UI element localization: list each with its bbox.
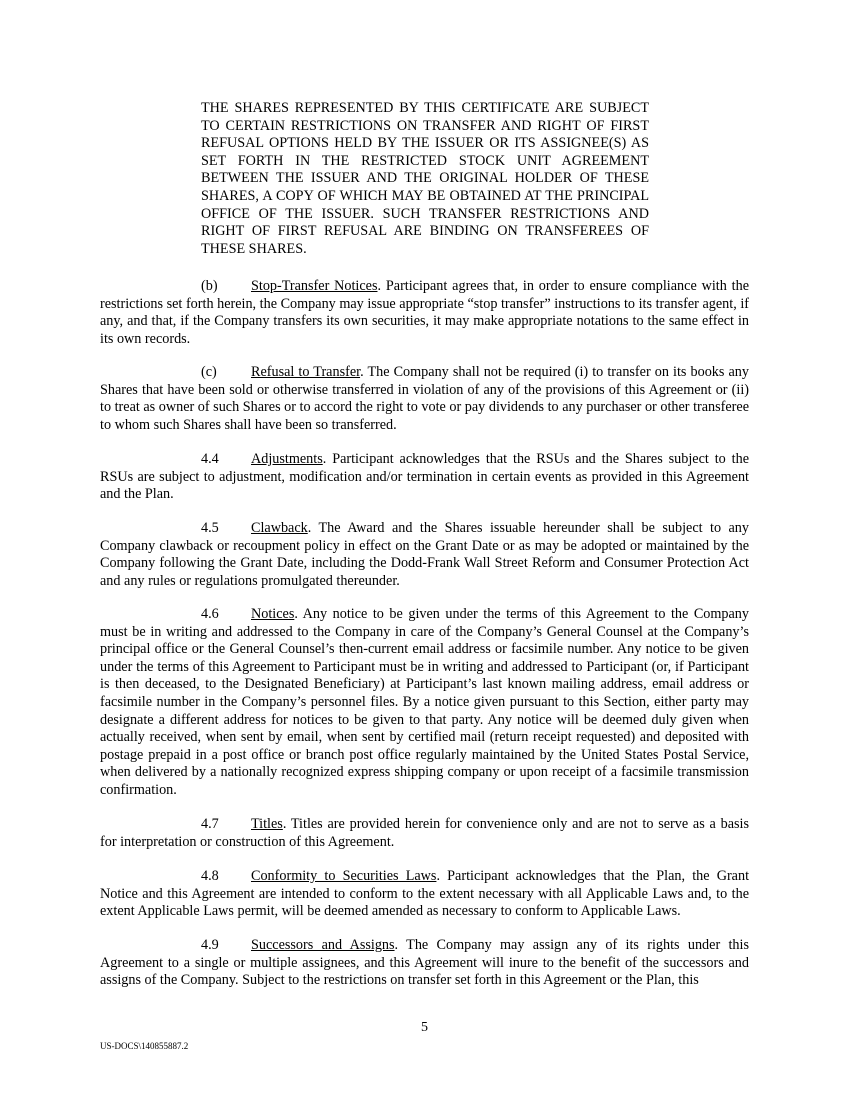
section-text: . The Company may assign any of its rights under this Agreement to a single or multiple assignees, and this Agreement will inure to the benefit of the successors and assigns of the Company. Subject to the restrictions on transfer set forth in this Agreement or the Plan, this (100, 937, 749, 989)
paragraph-4-8 (100, 868, 749, 921)
section-text: . The Award and the Shares issuable hereunder shall be subject to any Company clawback or recoupment policy in effect on the Grant Date or as may be adopted or maintained by the Company following the Grant Date, including the Dodd-Frank Wall Street Reform and Consumer Protection Act and any rules or regulations promulgated thereunder. (100, 520, 749, 589)
section-number: (b) (201, 278, 218, 294)
section-heading: Conformity to Securities Laws (251, 868, 437, 884)
section-heading: Refusal to Transfer (251, 364, 361, 380)
section-heading: Stop-Transfer Notices (251, 278, 378, 294)
section-number: 4.9 (201, 937, 219, 953)
section-heading: Adjustments (251, 451, 323, 467)
page-number: 5 (421, 1020, 428, 1035)
section-text: . Participant acknowledges that the Plan, the Grant Notice and this Agreement are intended to conform to the extent necessary with all Applicable Laws and, to the extent Applicable Laws permit, will be deemed amended as necessary to conform to Applicable Laws. (100, 868, 750, 920)
paragraph-4-6 (100, 606, 749, 800)
section-heading: Clawback (251, 520, 308, 536)
section-text: . Titles are provided herein for convenience only and are not to serve as a basis for interpretation or construction of this Agreement. (100, 816, 749, 850)
section-text: . The Company shall not be required (i) to transfer on its books any Shares that have been sold or otherwise transferred in violation of any of the provisions of this Agreement or (ii) to treat as owner of such Shares or to accord the right to vote or pay dividends to any purchaser or other transferee to whom such Shares shall have been so transferred. (100, 364, 749, 433)
section-number: 4.7 (201, 816, 219, 832)
section-number: 4.4 (201, 451, 219, 467)
paragraph-4-7 (100, 816, 749, 851)
paragraph-4-5 (100, 520, 749, 590)
section-text: . Participant agrees that, in order to ensure compliance with the restrictions set forth herein, the Company may issue appropriate “stop transfer” instructions to its transfer agent, if any, and that, if the Company transfers its own securities, it may make appropriate notations to the same effect in its own records. (100, 278, 749, 347)
section-number: 4.6 (201, 606, 219, 622)
section-number: (c) (201, 364, 217, 380)
section-heading: Successors and Assigns (251, 937, 395, 953)
paragraph-b (100, 278, 749, 348)
paragraph-c (100, 364, 749, 434)
section-number: 4.8 (201, 868, 219, 884)
share-legend: THE SHARES REPRESENTED BY THIS CERTIFICATE ARE SUBJECT TO CERTAIN RESTRICTIONS ON TRANSFER AND RIGHT OF FIRST REFUSAL OPTIONS HELD BY THE ISSUER OR ITS ASSIGNEE(S) AS SET FORTH IN THE RESTRICTED STOCK UNIT AGREEMENT BETWEEN THE ISSUER AND THE ORIGINAL HOLDER OF THESE SHARES, A COPY OF WHICH MAY BE OBTAINED AT THE PRINCIPAL OFFICE OF THE ISSUER. SUCH TRANSFER RESTRICTIONS AND RIGHT OF FIRST REFUSAL ARE BINDING ON TRANSFEREES OF THESE SHARES. (201, 100, 649, 257)
section-text: . Any notice to be given under the terms of this Agreement to the Company must be in writing and addressed to the Company in care of the Company’s General Counsel at the Company’s principal office or the General Counsel’s then-current email address or facsimile number. Any notice to be given under the terms of this Agreement to Participant must be in writing and addressed to Participant (or, if Participant is then deceased, to the Designated Beneficiary) at Participant’s last known mailing address, email address or facsimile number in the Company’s personnel files. By a notice given pursuant to this Section, either party may designate a different address for notices to be given to that party. Any notice will be deemed duly given when actually received, when sent by email, when sent by certified mail (return receipt requested) and deposited with postage prepaid in a post office or branch post office regularly maintained by the United States Postal Service, when delivered by a nationally recognized express shipping company or upon receipt of a facsimile transmission confirmation. (100, 606, 749, 798)
section-heading: Titles (251, 816, 283, 832)
section-text: . Participant acknowledges that the RSUs and the Shares subject to the RSUs are subject to adjustment, modification and/or termination in certain events as provided in this Agreement and the Plan. (100, 451, 749, 503)
paragraph-4-4 (100, 451, 749, 504)
section-heading: Notices (251, 606, 295, 622)
section-number: 4.5 (201, 520, 219, 536)
paragraph-4-9 (100, 937, 749, 990)
document-footer: US-DOCS\140855887.2 (100, 1041, 189, 1051)
